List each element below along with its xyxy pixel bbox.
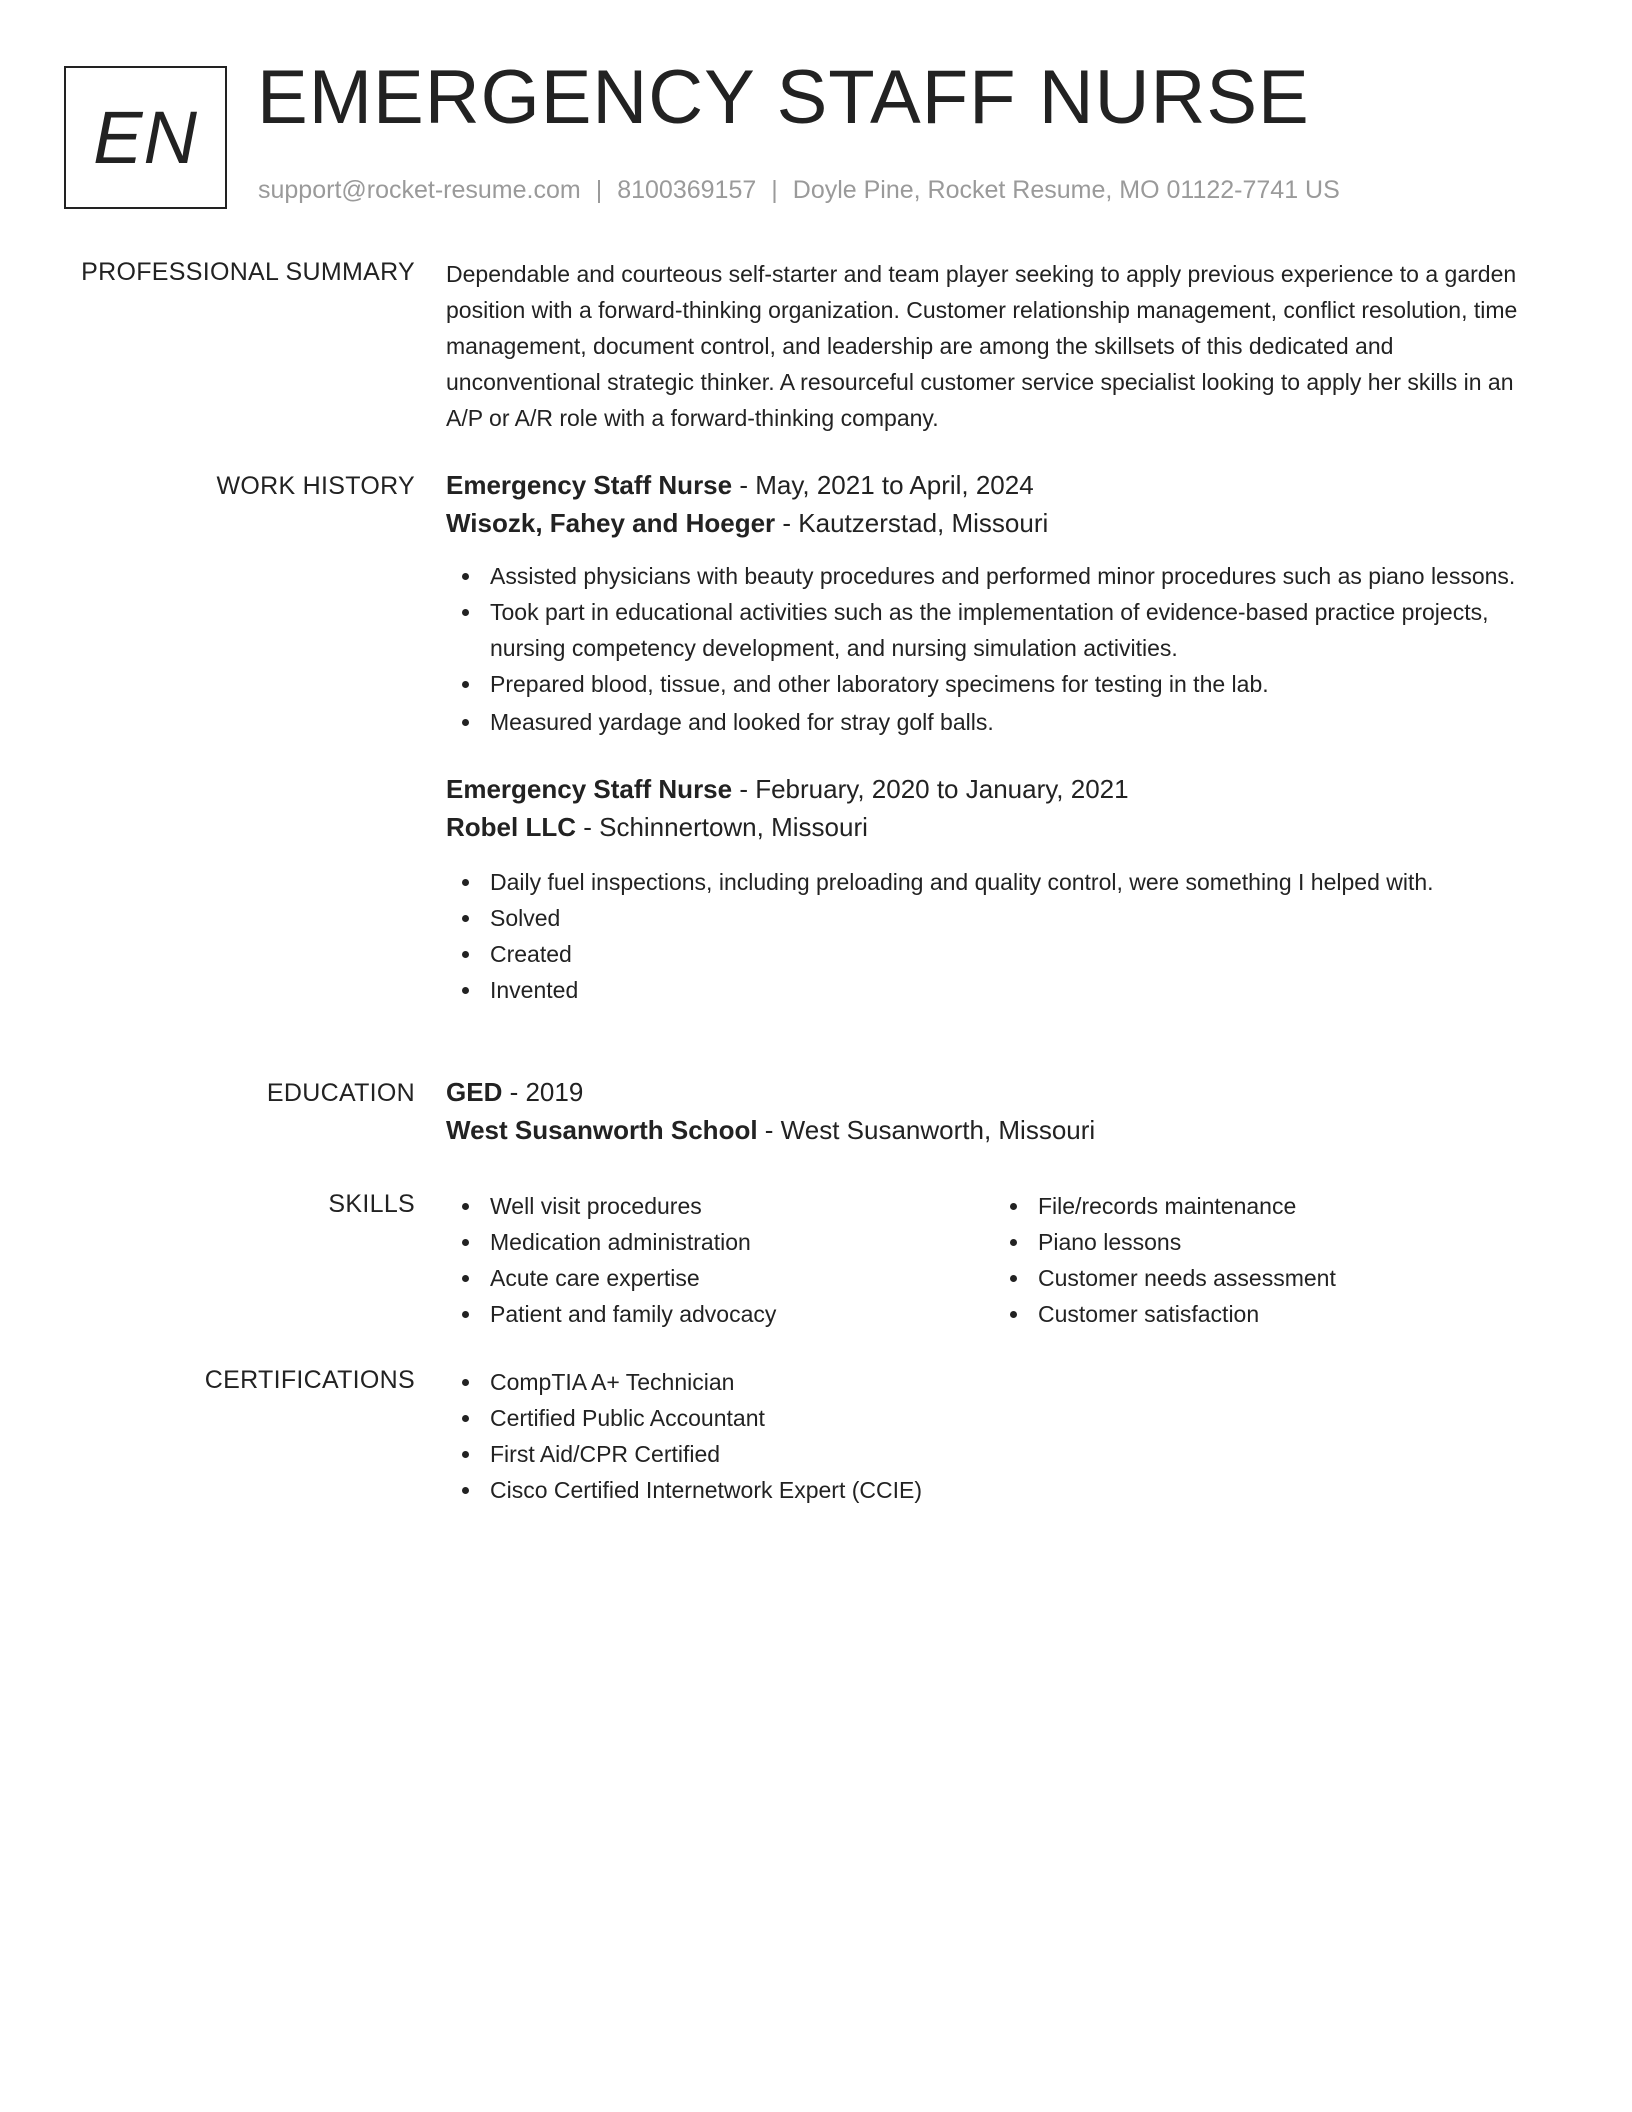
contact-phone: 8100369157: [617, 176, 757, 204]
job-bullets: [446, 558, 1546, 740]
certification-item: First Aid/CPR Certified: [446, 1436, 1546, 1472]
job-company-line: [446, 504, 1546, 542]
job-dates: - February, 2020 to January, 2021: [732, 774, 1129, 804]
job-bullet: Assisted physicians with beauty procedures and performed minor procedures such as piano lessons.: [446, 558, 1546, 594]
candidate-name: EMERGENCY STAFF NURSE: [257, 55, 1310, 140]
skill-item: Piano lessons: [994, 1224, 1494, 1260]
job-dates: - May, 2021 to April, 2024: [732, 470, 1034, 500]
section-heading: EDUCATION: [266, 1079, 415, 1107]
job-entry: [446, 770, 1546, 1008]
education-year: - 2019: [502, 1077, 584, 1107]
contact-email: support@rocket-resume.com: [258, 176, 581, 204]
contact-line: [258, 176, 1340, 205]
job-title: Emergency Staff Nurse: [446, 774, 733, 804]
section-heading: WORK HISTORY: [216, 472, 415, 500]
job-location: - Kautzerstad, Missouri: [775, 508, 1049, 538]
contact-address: Doyle Pine, Rocket Resume, MO 01122-7741 US: [792, 176, 1340, 204]
job-bullet: Measured yardage and looked for stray golf balls.: [446, 704, 1546, 740]
job-title-line: [446, 466, 1546, 504]
job-bullet: Invented: [446, 972, 1546, 1008]
skills-column: [446, 1188, 994, 1332]
certification-item: Cisco Certified Internetwork Expert (CCIE): [446, 1472, 1546, 1508]
job-bullet: Prepared blood, tissue, and other laboratory specimens for testing in the lab.: [446, 666, 1546, 702]
job-location: - Schinnertown, Missouri: [576, 812, 868, 842]
certifications-body: [446, 1364, 1546, 1508]
job-bullets: [446, 864, 1546, 1008]
education-body: [446, 1073, 1546, 1149]
certifications-list: [446, 1364, 1546, 1508]
job-bullet: Solved: [446, 900, 1546, 936]
skill-item: Acute care expertise: [446, 1260, 994, 1296]
education-school: West Susanworth School: [446, 1115, 758, 1145]
education-degree-line: [446, 1073, 1546, 1111]
education-school-line: [446, 1111, 1546, 1149]
skill-item: Medication administration: [446, 1224, 994, 1260]
certification-item: CompTIA A+ Technician: [446, 1364, 1546, 1400]
job-bullet: Daily fuel inspections, including preloading and quality control, were something I helped with.: [446, 864, 1546, 900]
section-heading: SKILLS: [328, 1190, 415, 1218]
monogram-initials: EN: [93, 96, 198, 179]
job-company: Wisozk, Fahey and Hoeger: [446, 508, 776, 538]
skill-item: Customer satisfaction: [994, 1296, 1494, 1332]
summary-body: [446, 256, 1546, 436]
education-degree: GED: [446, 1077, 503, 1107]
job-company-line: [446, 808, 1546, 846]
job-title: Emergency Staff Nurse: [446, 470, 733, 500]
monogram-box: [64, 66, 227, 209]
skills-column: [994, 1188, 1494, 1332]
job-entry: [446, 466, 1546, 740]
job-title-line: [446, 770, 1546, 808]
skill-item: Customer needs assessment: [994, 1260, 1494, 1296]
job-bullet: Created: [446, 936, 1546, 972]
skill-item: Well visit procedures: [446, 1188, 994, 1224]
education-location: - West Susanworth, Missouri: [757, 1115, 1096, 1145]
job-company: Robel LLC: [446, 812, 576, 842]
work-history-body: [446, 466, 1546, 1008]
certification-item: Certified Public Accountant: [446, 1400, 1546, 1436]
contact-separator: |: [771, 176, 778, 204]
skill-item: File/records maintenance: [994, 1188, 1494, 1224]
section-heading: PROFESSIONAL SUMMARY: [81, 258, 415, 286]
job-bullet: Took part in educational activities such as the implementation of evidence-based practice projects, nursing competency development, and nursing simulation activities.: [446, 594, 1546, 666]
contact-separator: |: [595, 176, 603, 204]
section-heading: CERTIFICATIONS: [204, 1366, 415, 1394]
summary-text: Dependable and courteous self-starter and team player seeking to apply previous experience to a garden position with a forward-thinking organization. Customer relationship management, conflict resolution, time management, document control, and leadership are among the skillsets of this dedicated and unconventional strategic thinker. A resourceful customer service specialist looking to apply her skills in an A/P or A/R role with a forward-thinking company.: [446, 261, 1518, 431]
skills-body: [446, 1188, 1546, 1332]
skill-item: Patient and family advocacy: [446, 1296, 994, 1332]
